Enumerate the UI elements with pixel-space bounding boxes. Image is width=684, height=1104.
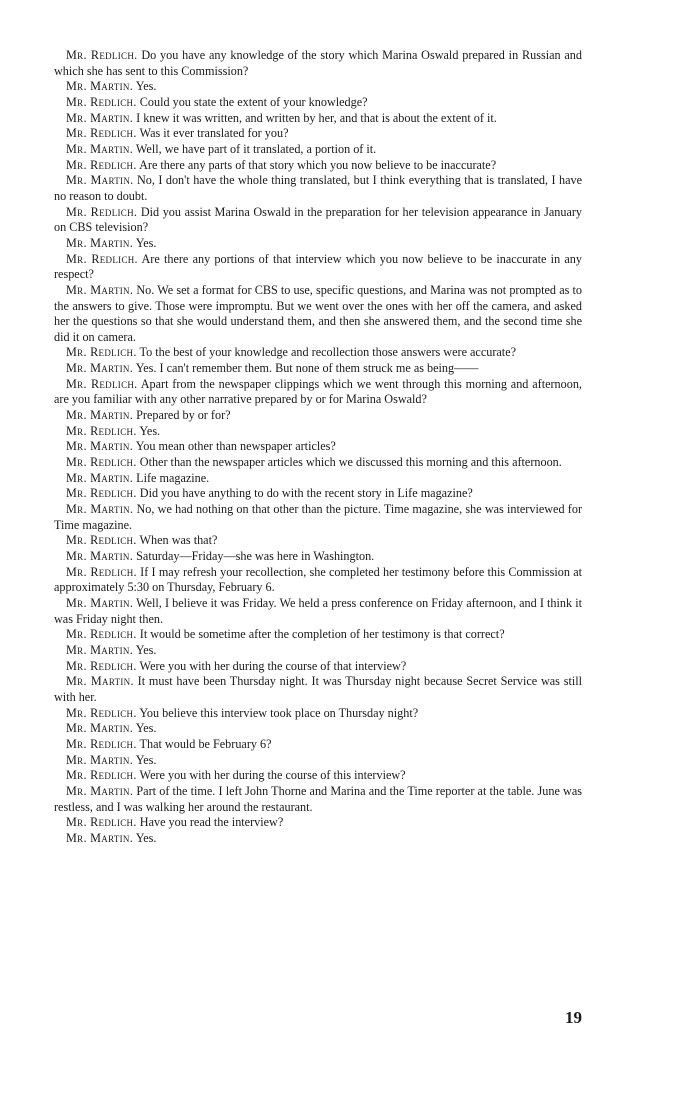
speaker-name: Mr. Redlich.	[66, 423, 137, 438]
speaker-name: Mr. Martin.	[66, 141, 134, 156]
speaker-name: Mr. Martin.	[66, 830, 134, 845]
dialogue-text: Were you with her during the course of this interview?	[139, 768, 406, 783]
dialogue-text: Life magazine.	[136, 470, 210, 485]
dialogue-paragraph	[54, 565, 582, 596]
speaker-name: Mr. Martin.	[66, 79, 134, 94]
speaker-name: Mr. Redlich.	[66, 564, 137, 579]
dialogue-text: You believe this interview took place on Thursday night?	[139, 705, 419, 720]
dialogue-paragraph	[54, 674, 582, 705]
dialogue-text: I knew it was written, and written by her, and that is about the extent of it.	[136, 110, 497, 125]
dialogue-text: If I may refresh your recollection, she completed her testimony before this Commission at approximately 5:30 on Thursday, February 6.	[54, 564, 582, 595]
speaker-name: Mr. Martin.	[66, 783, 134, 798]
dialogue-paragraph	[54, 815, 582, 831]
dialogue-paragraph	[54, 737, 582, 753]
dialogue-text: No. We set a format for CBS to use, specific questions, and Marina was not prompted as to the answers to give. Those were impromptu. But we went over the ones with her off the camera, and asked her the questions so that she would understand them, and then she answered them, and the second time she did it on camera.	[54, 282, 582, 344]
dialogue-text: Did you assist Marina Oswald in the preparation for her television appearance in January on CBS television?	[54, 204, 583, 235]
dialogue-paragraph	[54, 95, 582, 111]
speaker-name: Mr. Redlich.	[66, 376, 138, 391]
speaker-name: Mr. Martin.	[66, 439, 134, 454]
speaker-name: Mr. Redlich.	[66, 768, 137, 783]
speaker-name: Mr. Martin.	[66, 470, 134, 485]
dialogue-text: Are there any portions of that interview which you now believe to be inaccurate in any respect?	[54, 251, 582, 282]
dialogue-paragraph	[54, 721, 582, 737]
dialogue-paragraph	[54, 205, 582, 236]
speaker-name: Mr. Redlich.	[66, 815, 137, 830]
speaker-name: Mr. Redlich.	[66, 204, 138, 219]
dialogue-paragraph	[54, 283, 582, 346]
dialogue-paragraph	[54, 502, 582, 533]
speaker-name: Mr. Martin.	[66, 595, 134, 610]
dialogue-text: Yes.	[135, 235, 157, 250]
speaker-name: Mr. Martin.	[66, 282, 134, 297]
dialogue-paragraph	[54, 236, 582, 252]
dialogue-paragraph	[54, 173, 582, 204]
dialogue-text: Were you with her during the course of that interview?	[139, 658, 407, 673]
speaker-name: Mr. Redlich.	[66, 48, 138, 62]
speaker-name: Mr. Redlich.	[66, 345, 137, 360]
dialogue-text: Do you have any knowledge of the story which Marina Oswald prepared in Russian and which she has sent to this Commission?	[54, 48, 582, 78]
speaker-name: Mr. Redlich.	[66, 627, 137, 642]
dialogue-paragraph	[54, 377, 582, 408]
dialogue-text: Yes.	[135, 752, 157, 767]
dialogue-paragraph	[54, 768, 582, 784]
dialogue-paragraph	[54, 486, 582, 502]
speaker-name: Mr. Redlich.	[66, 533, 137, 548]
dialogue-paragraph	[54, 455, 582, 471]
dialogue-paragraph	[54, 831, 582, 847]
dialogue-paragraph	[54, 753, 582, 769]
dialogue-paragraph	[54, 48, 582, 79]
speaker-name: Mr. Martin.	[66, 752, 134, 767]
dialogue-paragraph	[54, 706, 582, 722]
dialogue-text: It would be sometime after the completion of her testimony is that correct?	[139, 627, 505, 642]
dialogue-paragraph	[54, 596, 582, 627]
dialogue-paragraph	[54, 252, 582, 283]
dialogue-text: Well, I believe it was Friday. We held a press conference on Friday afternoon, and I think it was Friday night then.	[54, 595, 583, 626]
speaker-name: Mr. Martin.	[66, 173, 134, 188]
dialogue-text: Have you read the interview?	[139, 815, 284, 830]
dialogue-text: Yes.	[135, 642, 157, 657]
speaker-name: Mr. Martin.	[66, 721, 134, 736]
dialogue-text: Prepared by or for?	[136, 408, 231, 423]
speaker-name: Mr. Martin.	[66, 549, 134, 563]
dialogue-text: Are there any parts of that story which you now believe to be inaccurate?	[139, 157, 497, 172]
testimony-body	[54, 48, 582, 846]
dialogue-text: Did you have anything to do with the recent story in Life magazine?	[139, 486, 473, 501]
speaker-name: Mr. Redlich.	[66, 455, 137, 470]
dialogue-paragraph	[54, 361, 582, 377]
dialogue-paragraph	[54, 126, 582, 142]
dialogue-paragraph	[54, 345, 582, 361]
dialogue-text: Yes.	[135, 830, 157, 845]
dialogue-paragraph	[54, 533, 582, 549]
speaker-name: Mr. Martin.	[66, 361, 134, 376]
page-number: 19	[565, 1008, 582, 1027]
speaker-name: Mr. Redlich.	[66, 705, 137, 720]
dialogue-paragraph	[54, 627, 582, 643]
speaker-name: Mr. Redlich.	[66, 736, 137, 751]
speaker-name: Mr. Martin.	[66, 235, 134, 250]
dialogue-text: When was that?	[139, 533, 218, 548]
dialogue-text: That would be February 6?	[139, 736, 272, 751]
dialogue-text: Could you state the extent of your knowledge?	[139, 94, 368, 109]
dialogue-text: Apart from the newspaper clippings which we went through this morning and afternoon, are you familiar with any other narrative prepared by or for Marina Oswald?	[54, 376, 582, 407]
dialogue-paragraph	[54, 408, 582, 424]
dialogue-text: Other than the newspaper articles which we discussed this morning and this afternoon.	[139, 455, 562, 470]
speaker-name: Mr. Redlich.	[66, 486, 137, 501]
speaker-name: Mr. Martin.	[66, 642, 134, 657]
speaker-name: Mr. Martin.	[66, 502, 134, 517]
speaker-name: Mr. Redlich.	[66, 94, 137, 109]
dialogue-text: Yes.	[139, 423, 161, 438]
dialogue-text: Yes.	[135, 721, 157, 736]
dialogue-text: It must have been Thursday night. It was Thursday night because Secret Service was still with her.	[54, 674, 583, 704]
dialogue-paragraph	[54, 158, 582, 174]
speaker-name: Mr. Redlich.	[66, 126, 137, 141]
dialogue-text: No, I don't have the whole thing translated, but I think everything that is translated, I have no reason to doubt.	[54, 173, 583, 203]
dialogue-text: You mean other than newspaper articles?	[135, 439, 336, 454]
dialogue-paragraph	[54, 549, 582, 565]
dialogue-paragraph	[54, 142, 582, 158]
dialogue-paragraph	[54, 424, 582, 440]
dialogue-paragraph	[54, 79, 582, 95]
speaker-name: Mr. Redlich.	[66, 658, 137, 673]
dialogue-text: To the best of your knowledge and recollection those answers were accurate?	[139, 345, 517, 360]
dialogue-paragraph	[54, 439, 582, 455]
dialogue-text: Was it ever translated for you?	[139, 126, 289, 141]
dialogue-text: Saturday—Friday—she was here in Washington.	[136, 549, 375, 563]
dialogue-text: Well, we have part of it translated, a portion of it.	[135, 141, 377, 156]
speaker-name: Mr. Martin.	[66, 110, 134, 125]
dialogue-paragraph	[54, 784, 582, 815]
speaker-name: Mr. Martin.	[66, 674, 134, 689]
dialogue-text: Yes.	[135, 79, 157, 94]
speaker-name: Mr. Redlich.	[66, 251, 138, 266]
dialogue-paragraph	[54, 659, 582, 675]
speaker-name: Mr. Martin.	[66, 408, 134, 423]
dialogue-text: Yes. I can't remember them. But none of them struck me as being——	[135, 361, 479, 376]
speaker-name: Mr. Redlich.	[66, 157, 137, 172]
dialogue-paragraph	[54, 643, 582, 659]
dialogue-paragraph	[54, 111, 582, 127]
dialogue-text: Part of the time. I left John Thorne and Marina and the Time reporter at the table. June was restless, and I was walking her around the restaurant.	[54, 783, 582, 814]
dialogue-paragraph	[54, 471, 582, 487]
dialogue-text: No, we had nothing on that other than the picture. Time magazine, she was interviewed for Time magazine.	[54, 502, 582, 532]
